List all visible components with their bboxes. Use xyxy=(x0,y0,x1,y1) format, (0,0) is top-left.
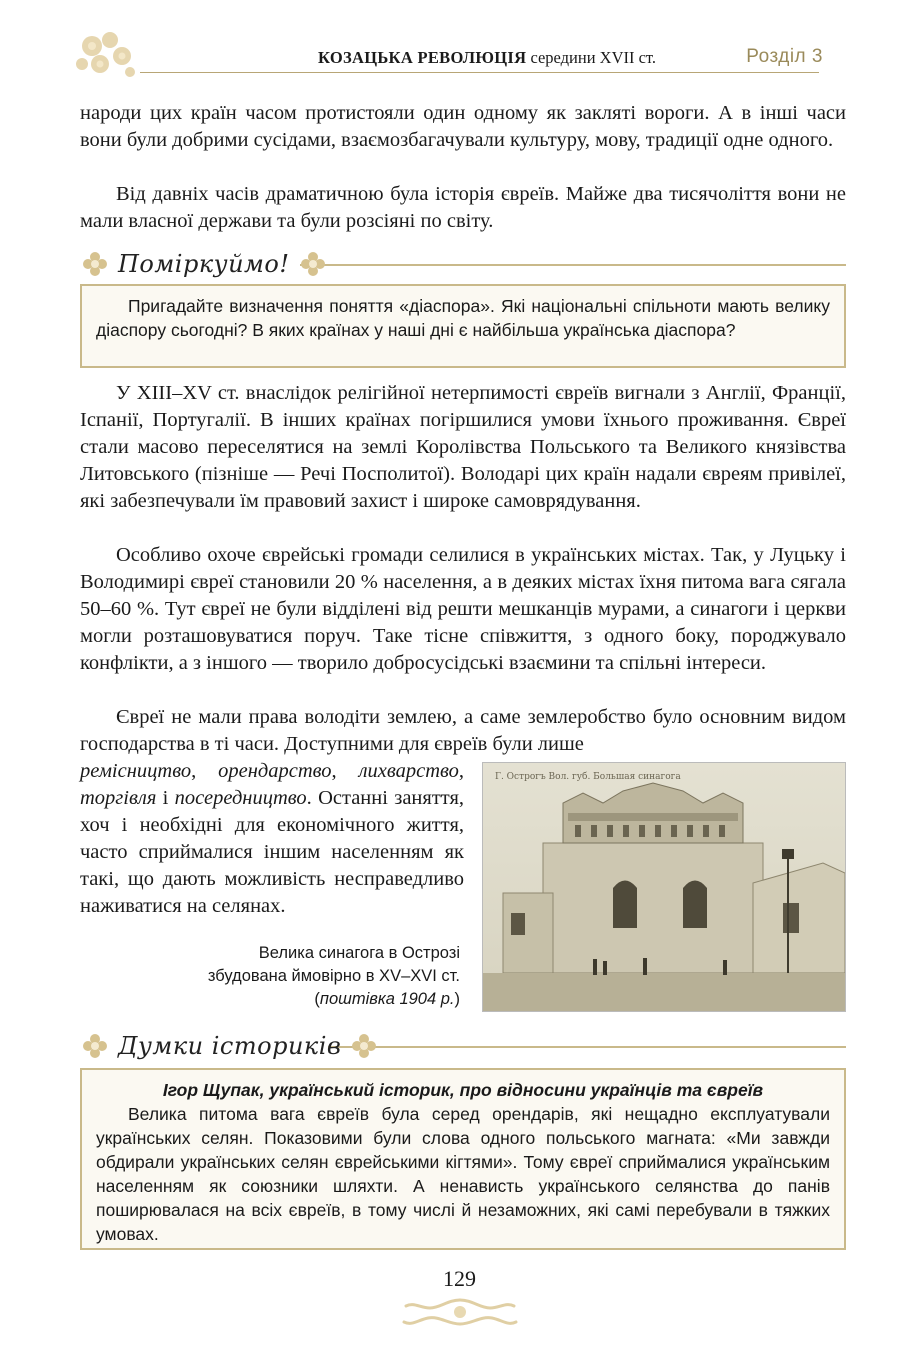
think-box-title: Поміркуймо! xyxy=(80,244,328,284)
paragraph-1: народи цих країн часом протистояли один одному як закляті вороги. А в інші часи вони були добрими сусідами, взаємозбагачували культуру, мову, традиції одне одного. xyxy=(80,102,846,151)
historians-title-rule xyxy=(328,1046,846,1048)
page-number: 129 xyxy=(443,1266,476,1291)
flower-ornament-icon xyxy=(80,1031,110,1061)
historians-heading: Ігор Щупак, український історик, про відносини українців та євреїв xyxy=(162,1080,764,1100)
paragraph-4: Особливо охоче єврейські громади селилися в українських містах. Так, у Луцьку і Володимирі євреї становили 20 % населення, а в деяких містах їхня питома вага сягала 50–60 %. Тут євреї не були відділені від решти мешканців мурами, а синагоги і церкви могли розташовуватися поруч. Таке тісне співжиття, з одного боку, породжувало конфлікти, а з іншого — творило добросусідські взаємини та спільні інтереси. xyxy=(80,544,846,674)
historians-box xyxy=(80,1068,846,1250)
header-rule xyxy=(140,72,819,73)
paragraph-2: Від давніх часів драматичною була історія євреїв. Майже два тисячоліття вони не мали власної держави та були розсіяні по світу. xyxy=(80,183,846,232)
synagogue-photo xyxy=(482,762,846,1012)
historians-text: Велика питома вага євреїв була серед орендарів, які нещадно експлуатували українських селян. Показовими були слова одного польського магната: «Ми завжди обдирали українських селян єврейськими кігтями». Тому євреї сприймалися українським населенням як союзники шляхти. А ненависть українського селянства до панів поширювалася на всіх євреїв, в тому числі й незаможних, які самі перебували в тяжких умовах. xyxy=(96,1104,830,1244)
think-title-rule xyxy=(300,264,846,266)
scroll-ornament-icon xyxy=(400,1294,520,1330)
flower-ornament-icon xyxy=(80,249,110,279)
floral-ornament-icon xyxy=(70,26,142,82)
synagogue-illustration xyxy=(483,763,845,1011)
flower-ornament-icon xyxy=(298,249,328,279)
paragraph-5-column: ремісництво, орендарство, лихварство, торгівля і посередництво. Останні заняття, хоч і необхідні для економічного життя, часто сприймалися іншим населенням як такі, що дають можливість несправедливо наживатися на селянах. xyxy=(80,760,465,917)
think-box xyxy=(80,284,846,368)
historians-box-title: Думки істориків xyxy=(80,1026,379,1066)
photo-caption: Велика синагога в Острозі збудована ймовірно в XV–XVI ст. (поштівка 1904 р.) xyxy=(207,944,460,1008)
section-label: Розділ 3 xyxy=(746,46,823,67)
photo-inscription: Г. Острогъ Вол. губ. Большая синагога xyxy=(495,772,681,782)
paragraph-5-intro: Євреї не мали права володіти землею, а саме землеробство було основним видом господарства в ті часи. Доступними для євреїв були лише xyxy=(80,706,846,755)
paragraph-3: У XIII–XV ст. внаслідок релігійної нетерпимості євреїв вигнали з Англії, Франції, Іспанії, Португалії. В інших країнах погіршилися умови їхнього проживання. Євреї стали масово переселятися на землі Королівства Польського та Великого князівства Литовського (пізніше — Речі Посполитої). Володарі цих країн надали євреям привілеї, які забезпечували їм правовий захист і широке самоврядування. xyxy=(80,382,846,512)
think-box-text: Пригадайте визначення поняття «діаспора». Які національні спільноти мають велику діаспору сьогодні? В яких країнах у наші дні є найбільша українська діаспора? xyxy=(96,296,830,340)
running-title: КОЗАЦЬКА РЕВОЛЮЦІЯ середини XVII ст. xyxy=(318,48,657,67)
page-header xyxy=(0,0,919,90)
flower-ornament-icon xyxy=(349,1031,379,1061)
